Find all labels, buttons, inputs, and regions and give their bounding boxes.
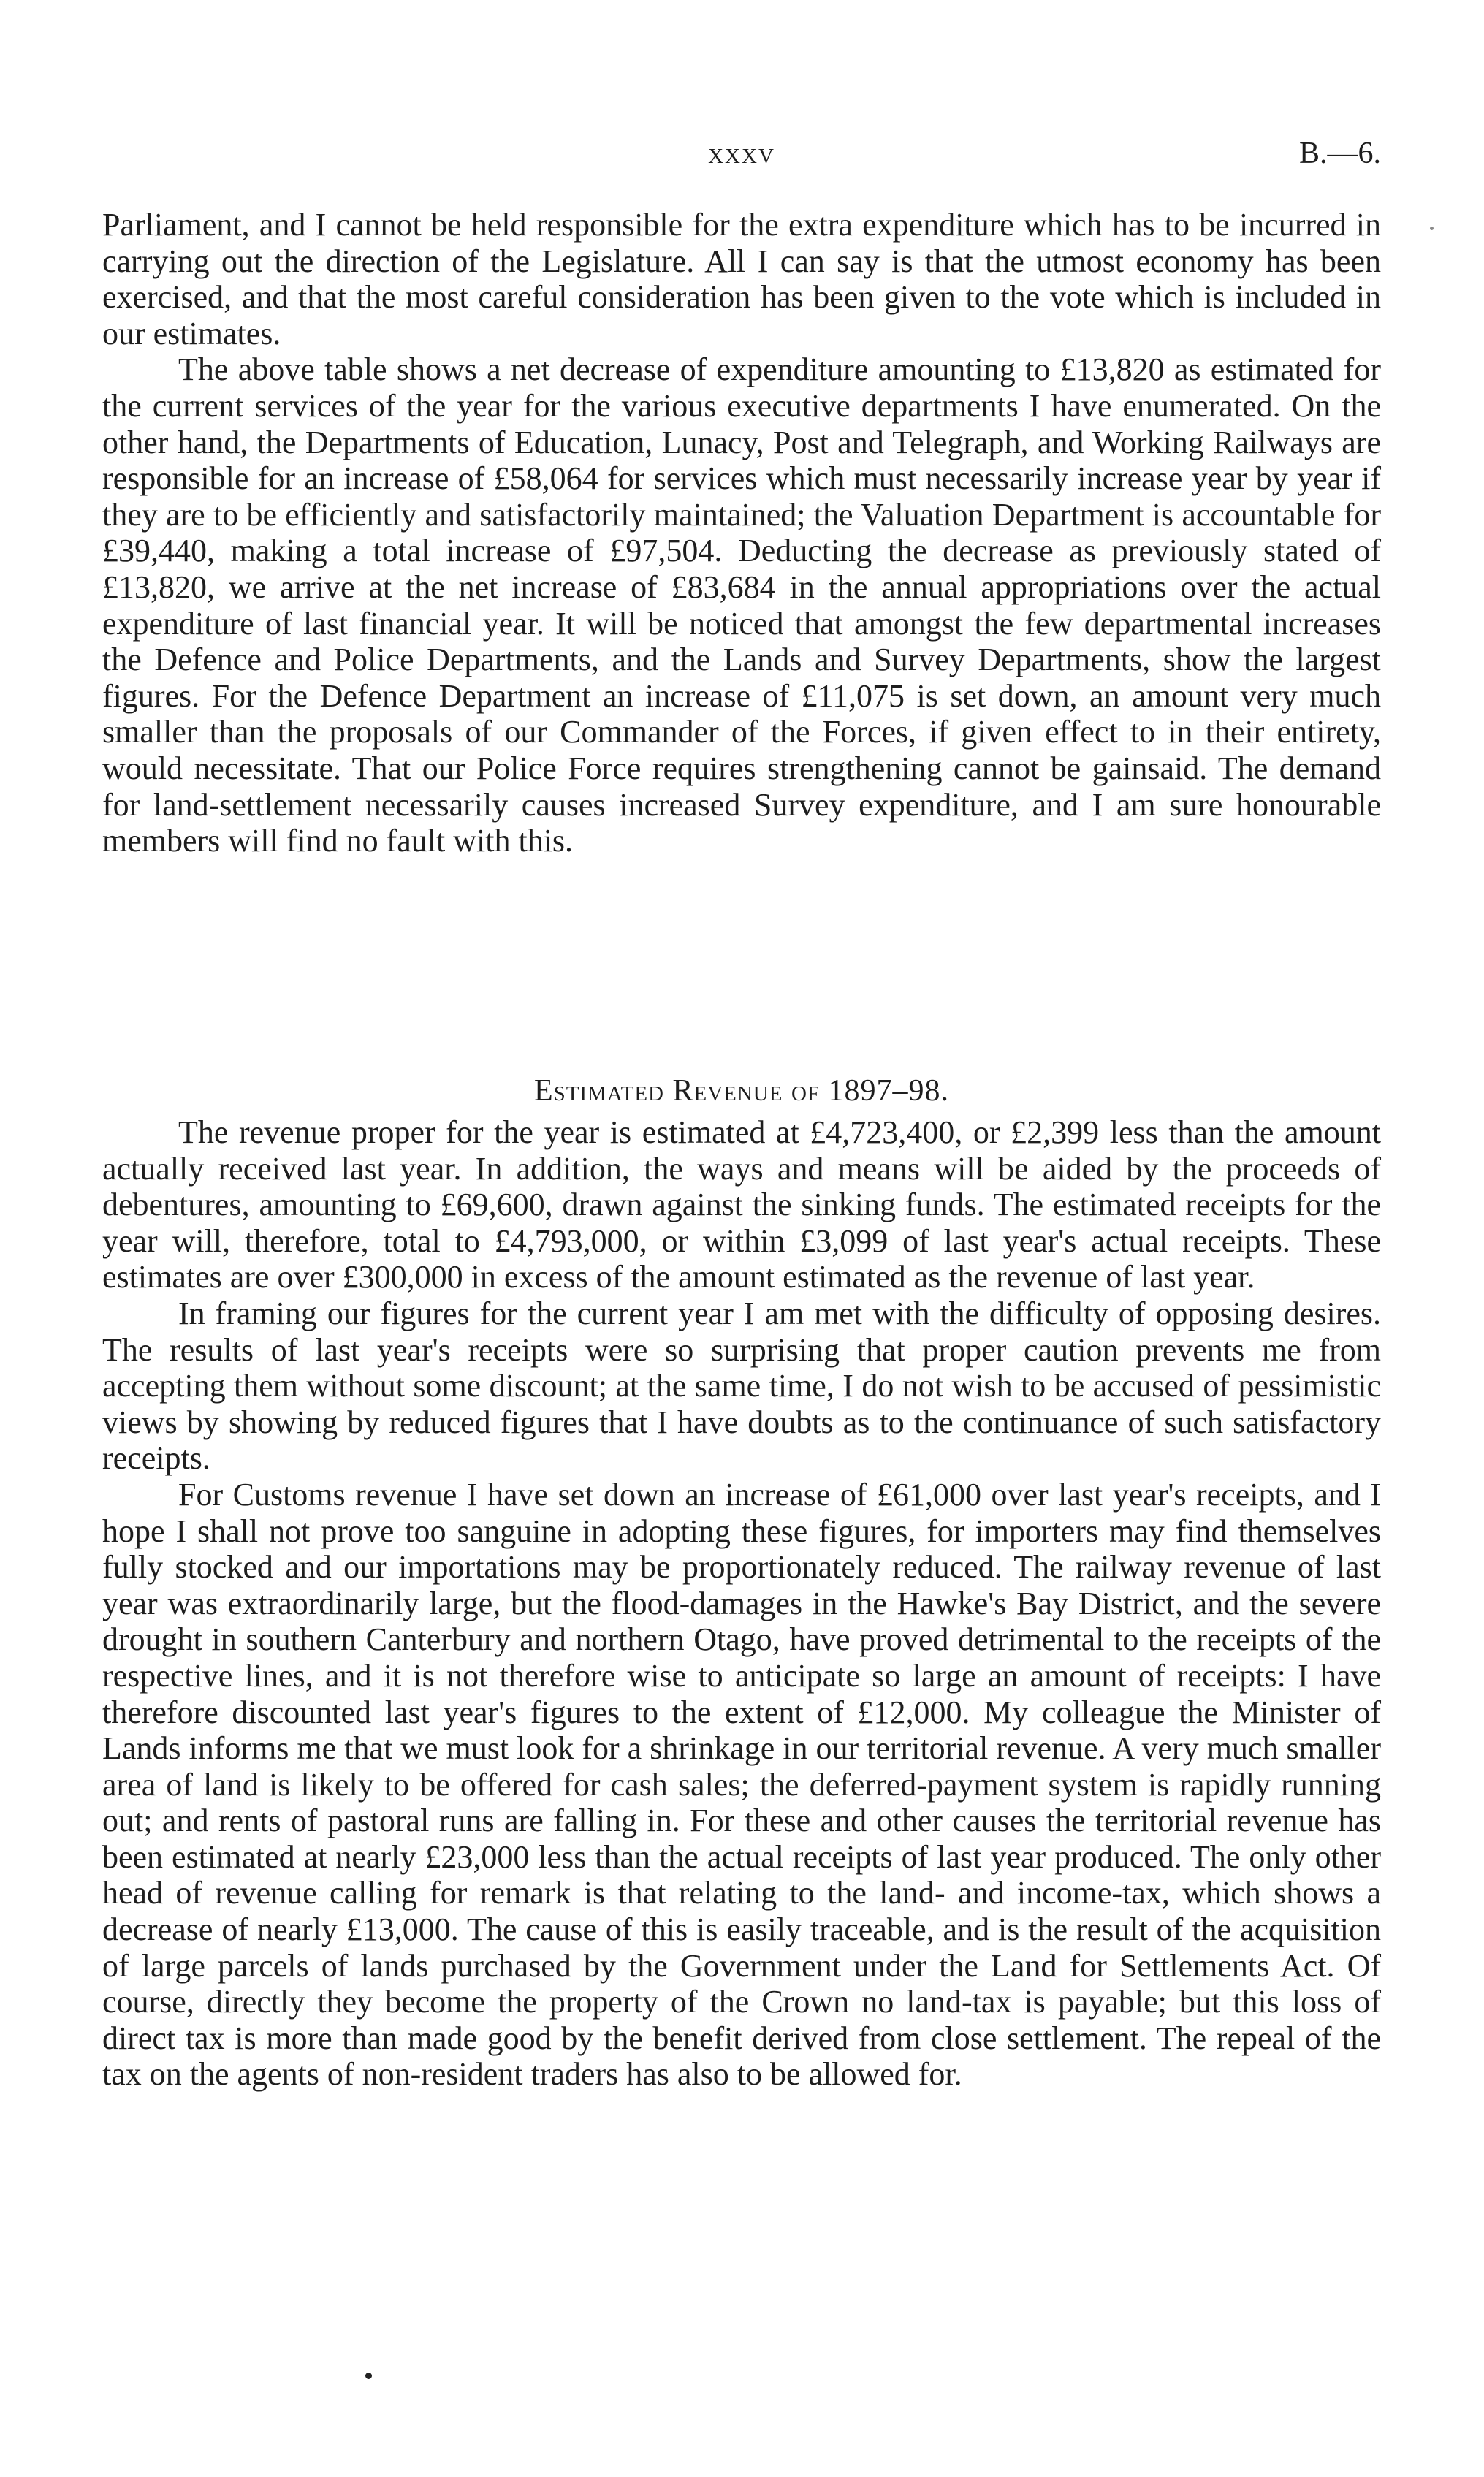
- footer-mark: [365, 2373, 372, 2379]
- paragraph-framing-figures: In framing our figures for the current year I am met with the difficulty of opposing desires. The results of last year's receipts were so surprising that proper caution prevents me from accepting them without some discount; at the same time, I do not wish to be accused of pessimistic views by showing by reduced figures that I have doubts as to the continuance of such satisfactory receipts.: [102, 1295, 1381, 1477]
- paragraph-customs-revenue: For Customs revenue I have set down an increase of £61,000 over last year's receipts, and I hope I shall not prove too sanguine in adopting these figures, for importers may find themselves fully stocked and our importations may be proportionately reduced. The railway revenue of last year was extraordinarily large, but the flood-damages in the Hawke's Bay District, and the severe drought in southern Canterbury and northern Otago, have proved detrimental to the receipts of the respective lines, and it is not therefore wise to anticipate so large an amount of receipts: I have therefore discounted last year's figures to the extent of £12,000. My colleague the Minister of Lands informs me that we must look for a shrinkage in our territorial revenue. A very much smaller area of land is likely to be offered for cash sales; the deferred-payment system is rapidly running out; and rents of pastoral runs are falling in. For these and other causes the territorial revenue has been estimated at nearly £23,000 less than the actual receipts of last year produced. The only other head of revenue calling for remark is that relating to the land- and income-tax, which shows a decrease of nearly £13,000. The cause of this is easily traceable, and is the result of the acquisition of large parcels of lands purchased by the Government under the Land for Settlements Act. Of course, directly they become the property of the Crown no land-tax is payable; but this loss of direct tax is more than made good by the benefit derived from close settlement. The repeal of the tax on the agents of non-resident traders has also to be allowed for.: [102, 1476, 1381, 2093]
- body-text-continued: [102, 207, 1381, 859]
- margin-mark: [1430, 227, 1434, 230]
- paragraph-revenue-estimate: The revenue proper for the year is estimated at £4,723,400, or £2,399 less than the amount actually received last year. In addition, the ways and means will be aided by the proceeds of debentures, amounting to £69,600, drawn against the sinking funds. The estimated receipts for the year will, therefore, total to £4,793,000, or within £3,099 of last year's actual receipts. These estimates are over £300,000 in excess of the amount estimated as the revenue of last year.: [102, 1114, 1381, 1295]
- section-heading: Estimated Revenue of 1897–98.: [533, 1074, 950, 1108]
- running-header: [102, 132, 1381, 175]
- paragraph-continuation: Parliament, and I cannot be held responsible for the extra expenditure which has to be incurred in carrying out the direction of the Legislature. All I can say is that the utmost economy has been exercised, and that the most careful consideration has been given to the vote which is included in our estimates.: [102, 207, 1381, 351]
- body-text-revenue: [102, 1114, 1381, 2093]
- paragraph-expenditure-summary: The above table shows a net decrease of expenditure amounting to £13,820 as estimated for the current services of the year for the various executive departments I have enumerated. On the other hand, the Departments of Education, Lunacy, Post and Telegraph, and Working Railways are responsible for an increase of £58,064 for services which must necessarily increase year by year if they are to be efficiently and satisfactorily maintained; the Valuation Department is accountable for £39,440, making a total increase of £97,504. Deducting the decrease as previously stated of £13,820, we arrive at the net increase of £83,684 in the annual appropriations over the actual expenditure of last financial year. It will be noticed that amongst the few departmental increases the Defence and Police Departments, and the Lands and Survey Departments, show the largest figures. For the Defence Department an increase of £11,075 is set down, an amount very much smaller than the proposals of our Commander of the Forces, if given effect to in their entirety, would necessitate. That our Police Force requires strengthening cannot be gainsaid. The demand for land-settlement necessarily causes increased Survey expenditure, and I am sure honourable members will find no fault with this.: [102, 351, 1381, 859]
- page-number: xxxv: [708, 137, 775, 170]
- paper-code: B.—6.: [1298, 137, 1381, 170]
